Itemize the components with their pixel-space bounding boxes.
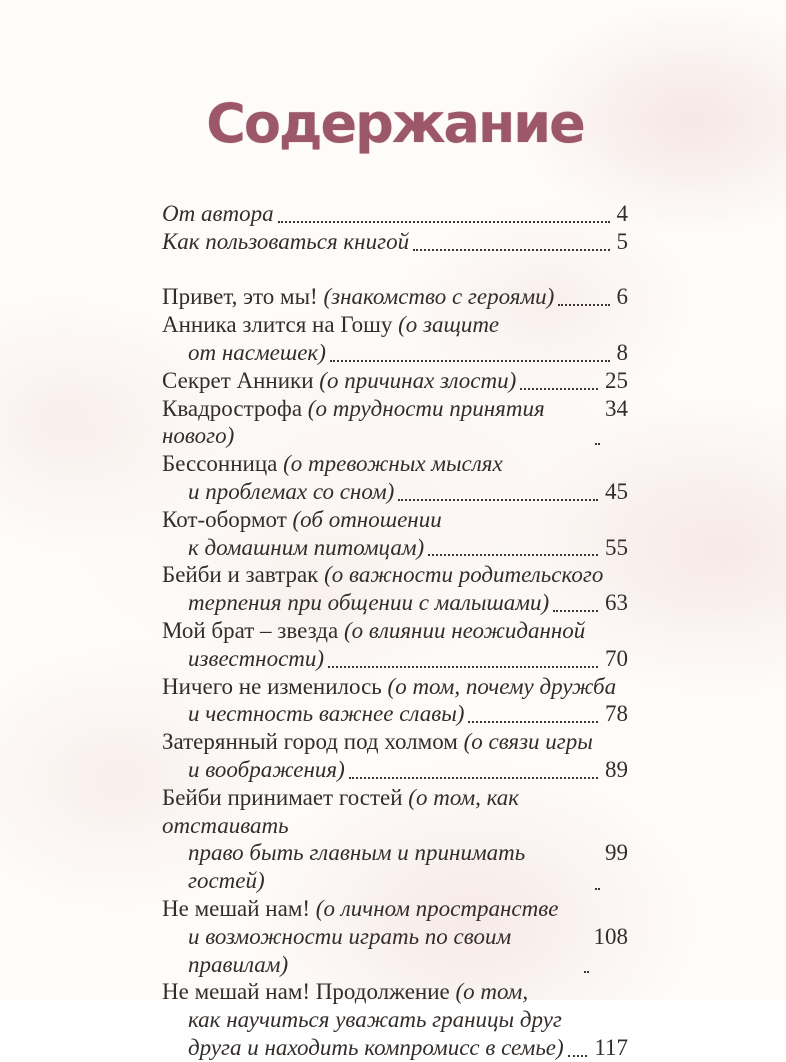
toc-text-segment: и воображения) xyxy=(188,756,345,782)
page-number: 89 xyxy=(605,756,628,782)
toc-text-segment: От автора xyxy=(162,201,274,226)
toc-text-segment: Мой брат – звезда xyxy=(162,617,344,643)
toc-text-segment: Секрет Анники xyxy=(162,367,320,393)
toc-text-segment: как научиться уважать границы друг xyxy=(188,1007,562,1033)
toc-entry-text xyxy=(188,700,464,728)
toc-line xyxy=(162,367,628,395)
toc-text-segment: Бейби и завтрак xyxy=(162,562,325,588)
toc-line xyxy=(162,339,628,367)
dot-leader xyxy=(409,228,616,256)
page-number: 6 xyxy=(616,284,628,310)
toc-text-segment: (о тревожных мыслях xyxy=(283,451,503,477)
toc-entry-text xyxy=(162,506,442,534)
dot-leader xyxy=(324,645,605,673)
page-number: 108 xyxy=(593,923,628,949)
toc-text-segment: Бессонница xyxy=(162,451,284,477)
page-number: 4 xyxy=(616,201,628,226)
dot-leader xyxy=(591,839,605,895)
toc-entry-text xyxy=(188,839,591,895)
toc-entry xyxy=(162,450,628,506)
toc-line xyxy=(162,478,628,506)
page-number: 45 xyxy=(605,478,628,504)
toc-text-segment: (о влиянии неожиданной xyxy=(343,617,586,643)
toc-line xyxy=(162,589,628,617)
toc-entry xyxy=(162,283,628,311)
toc-entry xyxy=(162,978,628,1061)
page-number: 8 xyxy=(616,339,628,365)
dot-leader xyxy=(274,200,617,228)
toc-entry-text xyxy=(188,1006,562,1034)
toc-line xyxy=(162,978,628,1006)
toc-text-segment: (о том, как отстаивать xyxy=(162,784,520,838)
toc-entry-text xyxy=(188,589,549,617)
toc-line xyxy=(162,617,628,645)
toc-list xyxy=(162,200,628,1062)
toc-text-segment: Привет, это мы! xyxy=(162,284,324,310)
toc-entry xyxy=(162,895,628,978)
dot-leader xyxy=(564,1034,595,1062)
page-number: 34 xyxy=(605,395,628,421)
dot-leader xyxy=(516,367,605,395)
toc-text-segment: и проблемах со сном) xyxy=(188,478,395,504)
toc-line xyxy=(162,1034,628,1062)
toc-line xyxy=(162,200,628,228)
toc-line xyxy=(162,311,628,339)
toc-text-segment: (знакомство с героями) xyxy=(323,284,555,310)
page-number: 99 xyxy=(605,840,628,866)
toc-entry xyxy=(162,367,628,395)
toc-text-segment: Ничего не изменилось xyxy=(162,673,388,699)
toc-entry xyxy=(162,395,628,451)
toc-line xyxy=(162,228,628,256)
toc-text-segment: (о том, xyxy=(455,979,529,1005)
toc-line xyxy=(162,895,628,923)
toc-entry-text xyxy=(162,200,274,228)
toc-text-segment: (о защите xyxy=(398,312,500,338)
dot-leader xyxy=(549,589,605,617)
toc-text-segment: Затерянный город под холмом xyxy=(162,729,464,755)
toc-entry-text xyxy=(162,978,528,1006)
toc-text-segment: друга и находить компромисс в семье) xyxy=(188,1034,564,1060)
toc-entry xyxy=(162,228,628,256)
toc-entry xyxy=(162,784,628,895)
toc-line xyxy=(162,923,628,979)
toc-line xyxy=(162,728,628,756)
page-title: Содержание xyxy=(206,92,584,155)
toc-text-segment: Квадрострофа xyxy=(162,395,308,421)
toc-entry-text xyxy=(162,450,503,478)
toc-text-segment: (о том, почему дружба xyxy=(387,673,617,699)
toc-text-segment: Не мешай нам! Продолжение xyxy=(162,979,456,1005)
toc-entry-text xyxy=(162,283,554,311)
toc-line xyxy=(162,506,628,534)
toc-entry-text xyxy=(162,367,516,395)
toc-line xyxy=(162,1006,628,1034)
dot-leader xyxy=(580,923,594,979)
toc-text-segment: (о важности родительского xyxy=(324,562,604,588)
toc-line xyxy=(162,645,628,673)
toc-entry-text xyxy=(188,756,345,784)
page-number: 25 xyxy=(605,367,628,393)
toc-entry-text xyxy=(188,534,424,562)
dot-leader xyxy=(326,339,617,367)
toc-entry-text xyxy=(188,1034,564,1062)
page-number: 70 xyxy=(605,645,628,671)
page-number: 5 xyxy=(616,228,628,254)
page-number: 117 xyxy=(594,1034,628,1060)
toc-line xyxy=(162,673,628,701)
toc-line xyxy=(162,534,628,562)
toc-text-segment: Не мешай нам! xyxy=(162,895,316,921)
toc-entry-text xyxy=(162,617,585,645)
toc-line xyxy=(162,450,628,478)
toc-entry-text xyxy=(162,228,409,256)
toc-entry xyxy=(162,617,628,673)
dot-leader xyxy=(424,534,605,562)
toc-line xyxy=(162,784,628,840)
toc-text-segment: (о личном пространстве xyxy=(315,895,559,921)
toc-text-segment: Как пользоваться книгой xyxy=(162,228,410,254)
toc-line xyxy=(162,700,628,728)
toc-text-segment: (об отношении xyxy=(292,506,442,532)
toc-entry-text xyxy=(162,895,558,923)
toc-entry-text xyxy=(162,311,499,339)
toc-text-segment: к домашним питомцам) xyxy=(188,534,425,560)
toc-line xyxy=(162,756,628,784)
page-number: 63 xyxy=(605,590,628,616)
toc-entry-text xyxy=(162,395,591,451)
toc-entry-text xyxy=(162,673,616,701)
toc-entry xyxy=(162,311,628,367)
toc-line xyxy=(162,395,628,451)
toc-text-segment: Кот-обормот xyxy=(162,506,293,532)
toc-entry xyxy=(162,506,628,562)
toc-entry-text xyxy=(162,561,603,589)
dot-leader xyxy=(345,756,605,784)
toc-text-segment: (о трудности принятия нового) xyxy=(162,395,545,449)
toc-entry-text xyxy=(188,645,324,673)
toc-entry xyxy=(162,728,628,784)
toc-entry xyxy=(162,561,628,617)
toc-entry-text xyxy=(188,923,580,979)
page-number: 55 xyxy=(605,534,628,560)
toc-text-segment: Анника злится на Гошу xyxy=(162,312,399,338)
toc-line xyxy=(162,283,628,311)
toc-entry-text xyxy=(162,728,593,756)
toc-entry xyxy=(162,200,628,228)
page-number: 78 xyxy=(605,701,628,727)
toc-text-segment: терпения при общении с малышами) xyxy=(188,590,550,616)
toc-entry-text xyxy=(188,478,394,506)
toc-text-segment: и возможности играть по своим правилам) xyxy=(188,923,512,977)
toc-line xyxy=(162,561,628,589)
toc-text-segment: (о связи игры xyxy=(463,729,593,755)
toc-entry xyxy=(162,673,628,729)
dot-leader xyxy=(464,700,605,728)
dot-leader xyxy=(394,478,605,506)
toc-text-segment: (о причинах злости) xyxy=(319,367,517,393)
toc-text-segment: право быть главным и принимать гостей) xyxy=(188,840,526,894)
dot-leader xyxy=(554,283,616,311)
toc-text-segment: известности) xyxy=(188,645,325,671)
toc-entry-text xyxy=(162,784,628,840)
toc-text-segment: от насмешек) xyxy=(188,339,326,365)
dot-leader xyxy=(591,395,605,451)
toc-text-segment: Бейби принимает гостей xyxy=(162,784,409,810)
toc-line xyxy=(162,839,628,895)
toc-text-segment: и честность важнее славы) xyxy=(188,701,465,727)
toc-entry-text xyxy=(188,339,326,367)
